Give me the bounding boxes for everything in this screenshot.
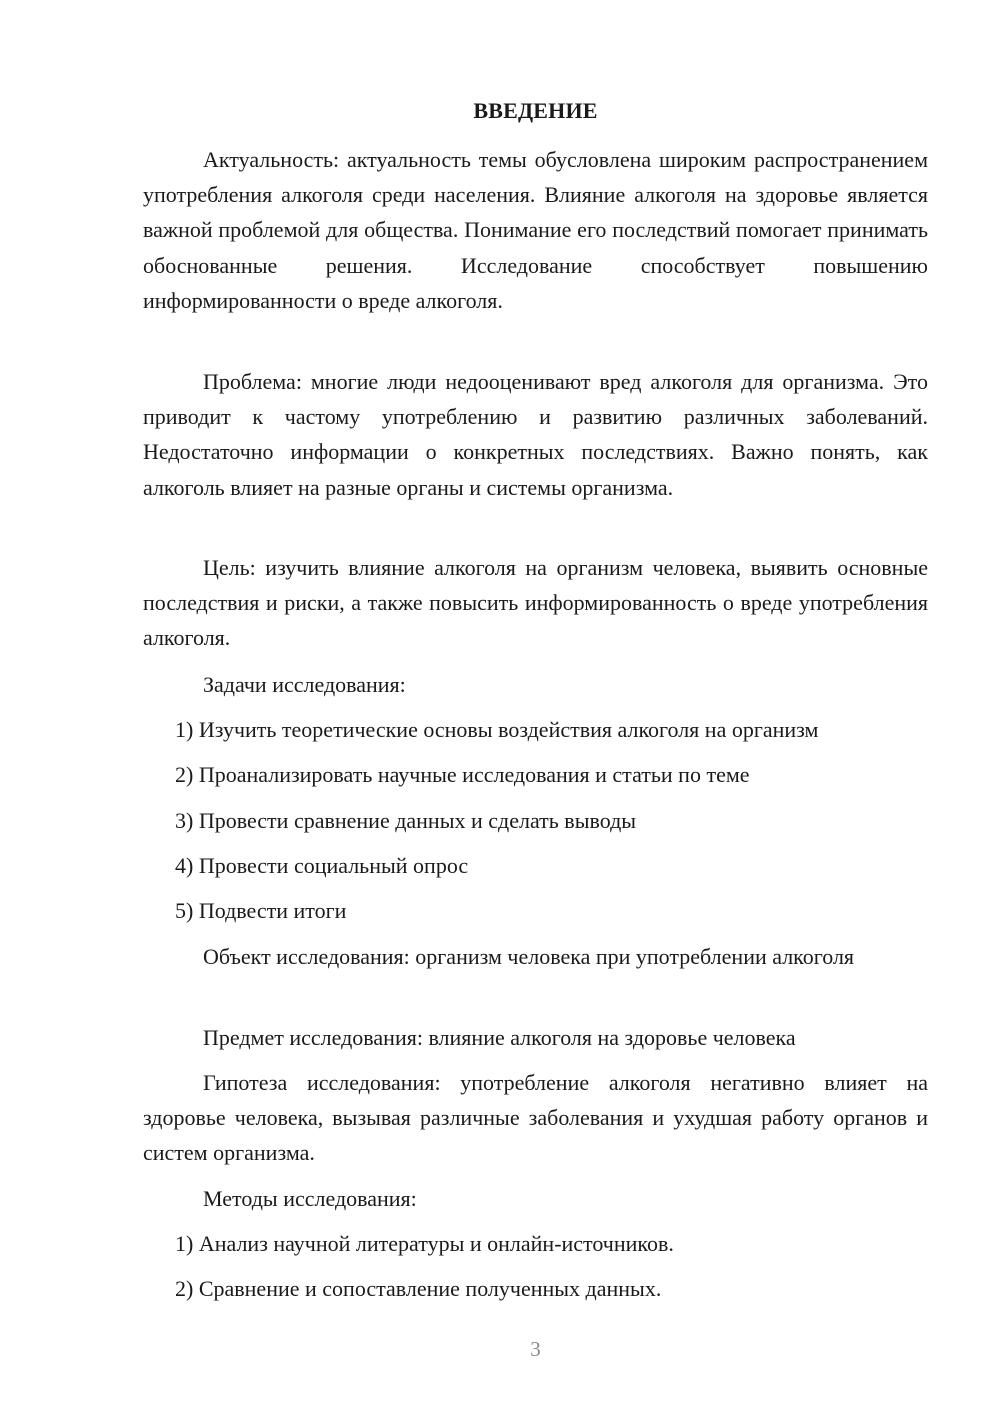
relevance-paragraph: Актуальность: актуальность темы обусловлена широким распространением употребления алкоголя среди населения. Влияние алкоголя на здоровье является важной проблемой для общества. Понимание его последствий помогает принимать обоснованные решения. Исследование способствует повышению информированности о вреде алкоголя. [143,147,928,313]
object-paragraph: Объект исследования: организм человека при употреблении алкоголя [203,944,855,969]
task-item-2: 2) Проанализировать научные исследования и статьи по теме [175,762,750,787]
problem-paragraph: Проблема: многие люди недооценивают вред алкоголя для организма. Это приводит к частому употреблению и развитию различных заболеваний. Недостаточно информации о конкретных последствиях. Важно понять, как алкоголь влияет на разные органы и системы организма. [143,369,928,500]
document-page [143,0,928,1414]
task-item-5: 5) Подвести итоги [175,898,347,923]
section-title: ВВЕДЕНИЕ [473,98,598,123]
task-item-3: 3) Провести сравнение данных и сделать выводы [175,808,637,833]
task-item-1: 1) Изучить теоретические основы воздействия алкоголя на организм [175,717,819,742]
subject-paragraph: Предмет исследования: влияние алкоголя на здоровье человека [203,1025,796,1050]
goal-paragraph: Цель: изучить влияние алкоголя на организм человека, выявить основные последствия и риски, а также повысить информированность о вреде употребления алкоголя. [143,555,928,651]
task-item-4: 4) Провести социальный опрос [175,853,469,878]
method-item-1: 1) Анализ научной литературы и онлайн-источников. [175,1231,674,1256]
method-item-2: 2) Сравнение и сопоставление полученных данных. [175,1276,662,1301]
hypothesis-paragraph: Гипотеза исследования: употребление алкоголя негативно влияет на здоровье человека, вызывая различные заболевания и ухудшая работу органов и систем организма. [143,1070,928,1166]
tasks-heading: Задачи исследования: [203,672,406,697]
methods-heading: Методы исследования: [203,1186,417,1211]
page-number: 3 [530,1337,541,1361]
